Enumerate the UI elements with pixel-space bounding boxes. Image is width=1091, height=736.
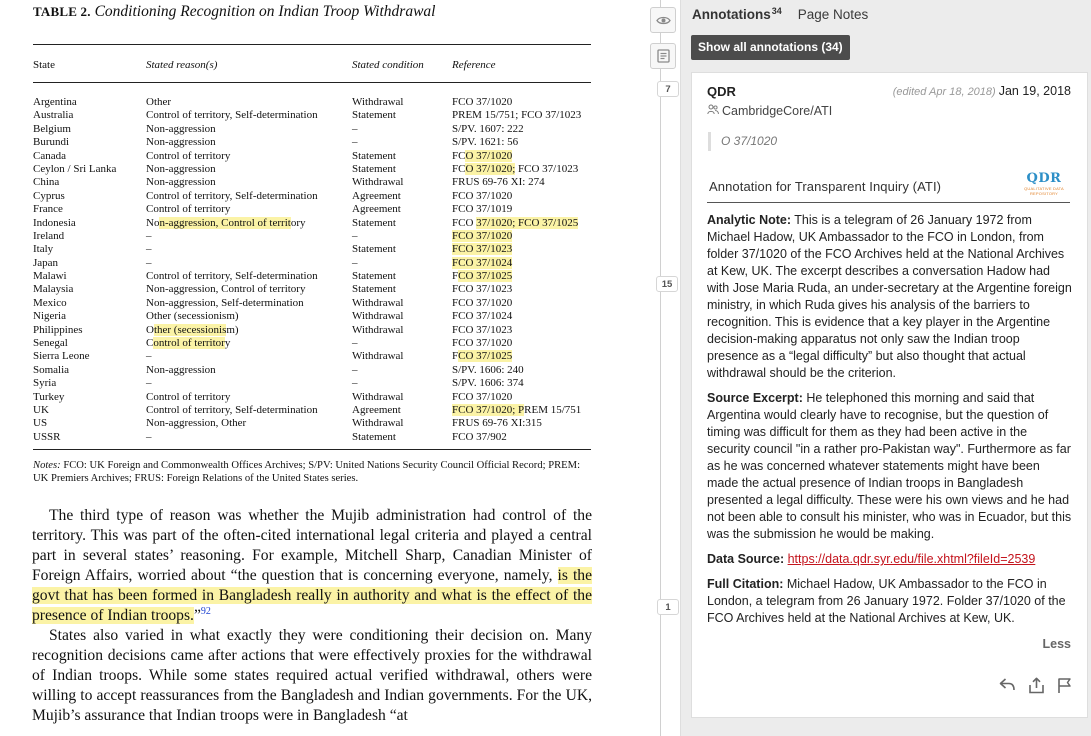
annotation-author[interactable]: QDR	[707, 84, 736, 99]
annotation-count-badge[interactable]: 1	[657, 599, 679, 615]
cell-condition: –	[352, 337, 358, 350]
table-top-rule	[33, 44, 591, 45]
cell-condition: Statement	[352, 430, 396, 443]
cell-reason: Control of territory	[146, 390, 231, 403]
cell-condition: Statement	[352, 109, 396, 122]
annotation-date: Jan 19, 2018	[998, 84, 1071, 98]
cell-condition: Withdrawal	[352, 310, 404, 323]
cell-state: Ireland	[33, 229, 65, 242]
table-row	[0, 163, 660, 176]
eye-icon[interactable]	[650, 7, 676, 33]
col-header-reference: Reference	[452, 59, 496, 71]
cell-reason: –	[146, 256, 152, 269]
cell-reason: Non-aggression, Control of territory	[146, 283, 306, 296]
cell-reference: FCO 37/1025	[452, 350, 513, 363]
group-name: CambridgeCore/ATI	[722, 104, 833, 118]
cell-reason: Control of territory, Self-determination	[146, 189, 318, 202]
cell-condition: Agreement	[352, 189, 401, 202]
notes-label: Notes:	[33, 460, 61, 471]
para1-highlighted-quote[interactable]: is the govt that has been formed in Bangladesh really in authority and what is the effect of the presence of Indian troops.	[32, 567, 592, 624]
highlight-mark[interactable]: n-aggression, Control of territ	[159, 216, 291, 229]
cell-reason: Non-aggression, Other	[146, 417, 247, 430]
cell-reason: Control of territory, Self-determination	[146, 403, 318, 416]
cell-condition: –	[352, 256, 358, 269]
table-row	[0, 431, 660, 444]
annotation-count-badge[interactable]: 15	[656, 276, 678, 292]
table-notes	[33, 459, 593, 485]
cell-state: Somalia	[33, 363, 70, 376]
highlight-mark[interactable]: FCO 37/1024	[452, 256, 513, 269]
cell-state: Malaysia	[33, 283, 74, 296]
data-source-link[interactable]: https://data.qdr.syr.edu/file.xhtml?fileId=2539	[787, 552, 1036, 566]
qdr-logo-subtext: QUALITATIVE DATA REPOSITORY	[1024, 186, 1064, 196]
cell-reference: FCO 37/1020	[452, 96, 513, 108]
cell-reference: FCO 37/1020; FCO 37/1025	[452, 216, 579, 229]
qdr-logo	[1022, 172, 1066, 196]
cell-reference: S/PV. 1606: 240	[452, 363, 524, 376]
cell-reason: Non-aggression	[146, 122, 216, 135]
cell-condition: Withdrawal	[352, 323, 404, 336]
cell-reason: Non-aggression	[146, 136, 216, 149]
cell-state: UK	[33, 403, 49, 416]
annotation-count-badge[interactable]: 7	[657, 81, 679, 97]
analytic-note-label: Analytic Note:	[707, 213, 792, 227]
flag-icon[interactable]	[1057, 677, 1072, 694]
annotation-timestamp[interactable]	[893, 84, 1071, 98]
source-excerpt-label: Source Excerpt:	[707, 391, 803, 405]
cell-state: Sierra Leone	[33, 350, 90, 363]
table-row	[0, 230, 660, 243]
data-source-label: Data Source:	[707, 552, 785, 566]
cell-state: USSR	[33, 430, 61, 443]
highlight-mark[interactable]: 37/1020; FCO 37/1025	[476, 216, 579, 229]
table-row	[0, 404, 660, 417]
cell-condition: Agreement	[352, 203, 401, 216]
less-toggle[interactable]: Less	[1042, 637, 1071, 651]
cell-reason: Non-aggression	[146, 363, 216, 376]
cell-reference: PREM 15/751; FCO 37/1023	[452, 109, 582, 122]
table-caption	[33, 3, 435, 21]
cell-reference: FRUS 69-76 XI:315	[452, 417, 542, 430]
table-row	[0, 176, 660, 189]
annotation-body	[707, 212, 1073, 635]
cell-reason: Other	[146, 96, 172, 108]
table-row	[0, 257, 660, 270]
cell-reference: FCO 37/1023	[452, 323, 513, 336]
table-row	[0, 270, 660, 283]
annotation-group[interactable]	[707, 104, 832, 118]
highlight-mark[interactable]: FCO 37/1020	[452, 229, 513, 242]
table-row	[0, 417, 660, 430]
highlight-mark[interactable]: ontrol of territor	[153, 337, 225, 350]
edited-note: (edited Apr 18, 2018)	[892, 86, 996, 98]
cell-state: Belgium	[33, 122, 71, 135]
cell-reference: FCO 37/902	[452, 430, 507, 443]
table-label: TABLE 2.	[33, 4, 91, 19]
cell-reason: –	[146, 229, 152, 242]
cell-state: Japan	[33, 256, 59, 269]
page-notes-icon[interactable]	[650, 43, 676, 69]
cell-reference: FCO 37/1020; FCO 37/1023	[452, 162, 579, 175]
cell-state: Ceylon / Sri Lanka	[33, 162, 117, 175]
cell-reason: Other (secessionism)	[146, 323, 239, 336]
para1-close-quote: ”	[193, 607, 201, 624]
cell-state: France	[33, 203, 63, 216]
paragraph-1	[32, 506, 592, 626]
cell-reason: Non-aggression	[146, 162, 216, 175]
highlight-mark[interactable]: O 37/1020;	[465, 162, 516, 175]
col-header-state: State	[33, 59, 55, 71]
table-bottom-rule	[33, 449, 591, 450]
notes-text: FCO: UK Foreign and Commonwealth Offices Archives; S/PV: United Nations Security Council Official Record; PREM: UK Premiers Archives; FRUS: Foreign Relations of the United States series.	[33, 460, 581, 485]
col-header-condition: Stated condition	[352, 59, 424, 71]
share-icon[interactable]	[1028, 677, 1045, 694]
table-row	[0, 391, 660, 404]
highlight-mark[interactable]: FCO 37/1023	[452, 243, 513, 256]
full-citation	[707, 576, 1073, 627]
cell-reason: Control of territory	[146, 337, 231, 350]
cell-reference: FCO 37/1020	[452, 296, 513, 309]
tab-annotations-label: Annotations	[692, 7, 771, 22]
cell-reference	[452, 257, 512, 270]
cell-reason: Other (secessionism)	[146, 310, 239, 323]
cell-state: Argentina	[33, 96, 77, 108]
cell-reference: S/PV. 1607: 222	[452, 122, 524, 135]
col-header-reason: Stated reason(s)	[146, 59, 218, 71]
cell-condition: Statement	[352, 243, 396, 256]
cell-condition: Withdrawal	[352, 176, 404, 189]
cell-reference	[452, 230, 512, 243]
cell-condition: Statement	[352, 162, 396, 175]
cell-condition: –	[352, 136, 358, 149]
table-body	[0, 96, 660, 444]
cell-reference: FCO 37/1020	[452, 337, 513, 350]
footnote-link[interactable]: 92	[200, 605, 211, 617]
cell-reason: –	[146, 243, 152, 256]
para1-text: The third type of reason was whether the Mujib administration had control of the territory. This was part of the often-cited international legal criteria and played a central part in several states’ reasoning. For example, Mitchell Sharp, Canadian Minister of Foreign Affairs, worried about “the question that is concerning everyone, namely,	[32, 507, 592, 584]
cell-state: Philippines	[33, 323, 83, 336]
full-citation-text: Michael Hadow, UK Ambassador to the FCO in London, a telegram from 26 January 1972. Folder 37/1020 of the FCO Archives held at the National Archives at Kew, UK.	[707, 577, 1066, 625]
cell-reference: FCO 37/1020	[452, 390, 513, 403]
cell-condition: Statement	[352, 283, 396, 296]
table-row	[0, 337, 660, 350]
cell-state: Nigeria	[33, 310, 66, 323]
table-row	[0, 377, 660, 390]
table-row	[0, 136, 660, 149]
table-row	[0, 283, 660, 296]
full-citation-label: Full Citation:	[707, 577, 784, 591]
data-source	[707, 551, 1073, 568]
table-header-rule	[33, 82, 591, 83]
source-excerpt	[707, 390, 1073, 543]
cell-condition: –	[352, 377, 358, 390]
cell-reference: FCO 37/1020	[452, 189, 513, 202]
analytic-note	[707, 212, 1073, 382]
table-row	[0, 203, 660, 216]
cell-reference: FCO 37/1020	[452, 149, 513, 162]
annotation-quote: O 37/1020	[708, 132, 777, 151]
table-row	[0, 217, 660, 230]
cell-state: Indonesia	[33, 216, 76, 229]
cell-reason: Control of territory, Self-determination	[146, 270, 318, 283]
table-row	[0, 243, 660, 256]
cell-reference: FCO 37/1023	[452, 283, 513, 296]
cell-condition: Statement	[352, 216, 396, 229]
cell-reason: Non-aggression, Control of territory	[146, 216, 306, 229]
cell-reference: FCO 37/1025	[452, 270, 513, 283]
table-row	[0, 96, 660, 109]
cell-reason: –	[146, 430, 152, 443]
annotation-actions	[999, 677, 1072, 694]
cell-reference: FCO 37/1019	[452, 203, 513, 216]
cell-state: Turkey	[33, 390, 65, 403]
table-row	[0, 123, 660, 136]
cell-reason: Control of territory	[146, 203, 231, 216]
cell-state: Malawi	[33, 270, 67, 283]
cell-condition: Agreement	[352, 403, 401, 416]
table-row	[0, 109, 660, 122]
group-icon	[707, 104, 719, 118]
show-all-annotations-button[interactable]: Show all annotations (34)	[691, 35, 850, 60]
cell-condition: Withdrawal	[352, 417, 404, 430]
reply-icon[interactable]	[999, 677, 1016, 694]
cell-condition: –	[352, 229, 358, 242]
ati-title: Annotation for Transparent Inquiry (ATI)	[709, 179, 942, 194]
highlight-mark[interactable]: O 37/1020	[465, 149, 513, 162]
analytic-note-text: This is a telegram of 26 January 1972 from Michael Hadow, UK Ambassador to the FCO in London, from folder 37/1020 of the FCO Archives held at the National Archives at Kew, UK. The excerpt describes a conversation Hadow had with Jose Maria Ruda, an under-secretary at the Argentine foreign ministry, in which Ruda gives his analysis of the barriers to recognition. This is evidence that a key player in the Argentine decision-making apparatus not only saw the Indian troop presence as a “legal difficulty” but also thought that actual withdrawal should be the criterion.	[707, 213, 1072, 380]
table-title: Conditioning Recognition on Indian Troop Withdrawal	[94, 3, 436, 20]
cell-reference: FCO 37/1020; PREM 15/751	[452, 403, 582, 416]
table-row	[0, 350, 660, 363]
annotations-count: 34	[771, 6, 782, 16]
cell-state: Italy	[33, 243, 54, 256]
cell-state: US	[33, 417, 48, 430]
table-row	[0, 150, 660, 163]
table-row	[0, 324, 660, 337]
tab-page-notes[interactable]: Page Notes	[797, 7, 869, 22]
cell-condition: Withdrawal	[352, 390, 404, 403]
cell-reference: S/PV. 1606: 374	[452, 377, 524, 390]
cell-condition: Statement	[352, 149, 396, 162]
cell-reference	[452, 243, 512, 256]
cell-state: Cyprus	[33, 189, 65, 202]
cell-condition: –	[352, 363, 358, 376]
qdr-logo-text: QDR	[1026, 171, 1062, 186]
cell-condition: –	[352, 122, 358, 135]
sidebar-tabs	[692, 6, 868, 24]
table-row	[0, 190, 660, 203]
annotation-sidebar	[680, 0, 1091, 736]
cell-state: Mexico	[33, 296, 67, 309]
cell-reason: –	[146, 377, 152, 390]
cell-condition: Withdrawal	[352, 296, 404, 309]
cell-reference: S/PV. 1621: 56	[452, 136, 519, 149]
cell-condition: Withdrawal	[352, 96, 404, 108]
cell-reference: FCO 37/1024	[452, 310, 513, 323]
cell-state: Canada	[33, 149, 66, 162]
cell-reason: Control of territory	[146, 149, 231, 162]
cell-condition: Statement	[352, 270, 396, 283]
table-row	[0, 310, 660, 323]
table-row	[0, 364, 660, 377]
cell-reason: –	[146, 350, 152, 363]
cell-state: Burundi	[33, 136, 70, 149]
highlight-mark[interactable]: ther (secessionis	[153, 323, 227, 336]
paragraph-2: States also varied in what exactly they were conditioning their decision on. Many recognition decisions came after actions that were effectively proxies for the withdrawal of Indian troops. While some states required actual verified withdrawal, others were willing to accept reassurances from the Bangladesh and Indian governments. For the UK, Mujib’s assurance that Indian troops were in Bangladesh “at	[32, 627, 592, 724]
cell-reference: FRUS 69-76 XI: 274	[452, 176, 545, 189]
source-excerpt-text: He telephoned this morning and said that Argentina would clearly have to recognise, but the question of timing was difficult for them as they had been active in the security council "in a rather pro-Pakistan way". Furthermore as far as he was concerned whatever statements might have been made the actual presence of Indian troops in Bangladesh presented a legal difficulty. These were his own views and he had not been able to consult his minister, who was in Ecuador, but this was the submission he would be making.	[707, 391, 1072, 541]
gutter-divider	[660, 0, 661, 736]
cell-state: Senegal	[33, 337, 68, 350]
cell-state: Syria	[33, 377, 57, 390]
cell-reason: Non-aggression, Self-determination	[146, 296, 304, 309]
cell-state: Australia	[33, 109, 74, 122]
cell-reason: Control of territory, Self-determination	[146, 109, 318, 122]
cell-condition: Withdrawal	[352, 350, 404, 363]
table-row	[0, 297, 660, 310]
highlight-mark[interactable]: CO 37/1025	[458, 270, 513, 283]
tab-annotations[interactable]	[692, 6, 782, 22]
highlight-mark[interactable]: CO 37/1025	[458, 350, 513, 363]
ati-header	[707, 171, 1070, 203]
annotation-card[interactable]	[691, 72, 1088, 718]
cell-reason: Non-aggression	[146, 176, 216, 189]
highlight-mark[interactable]: FCO 37/1020; P	[452, 403, 525, 416]
cell-state: China	[33, 176, 60, 189]
